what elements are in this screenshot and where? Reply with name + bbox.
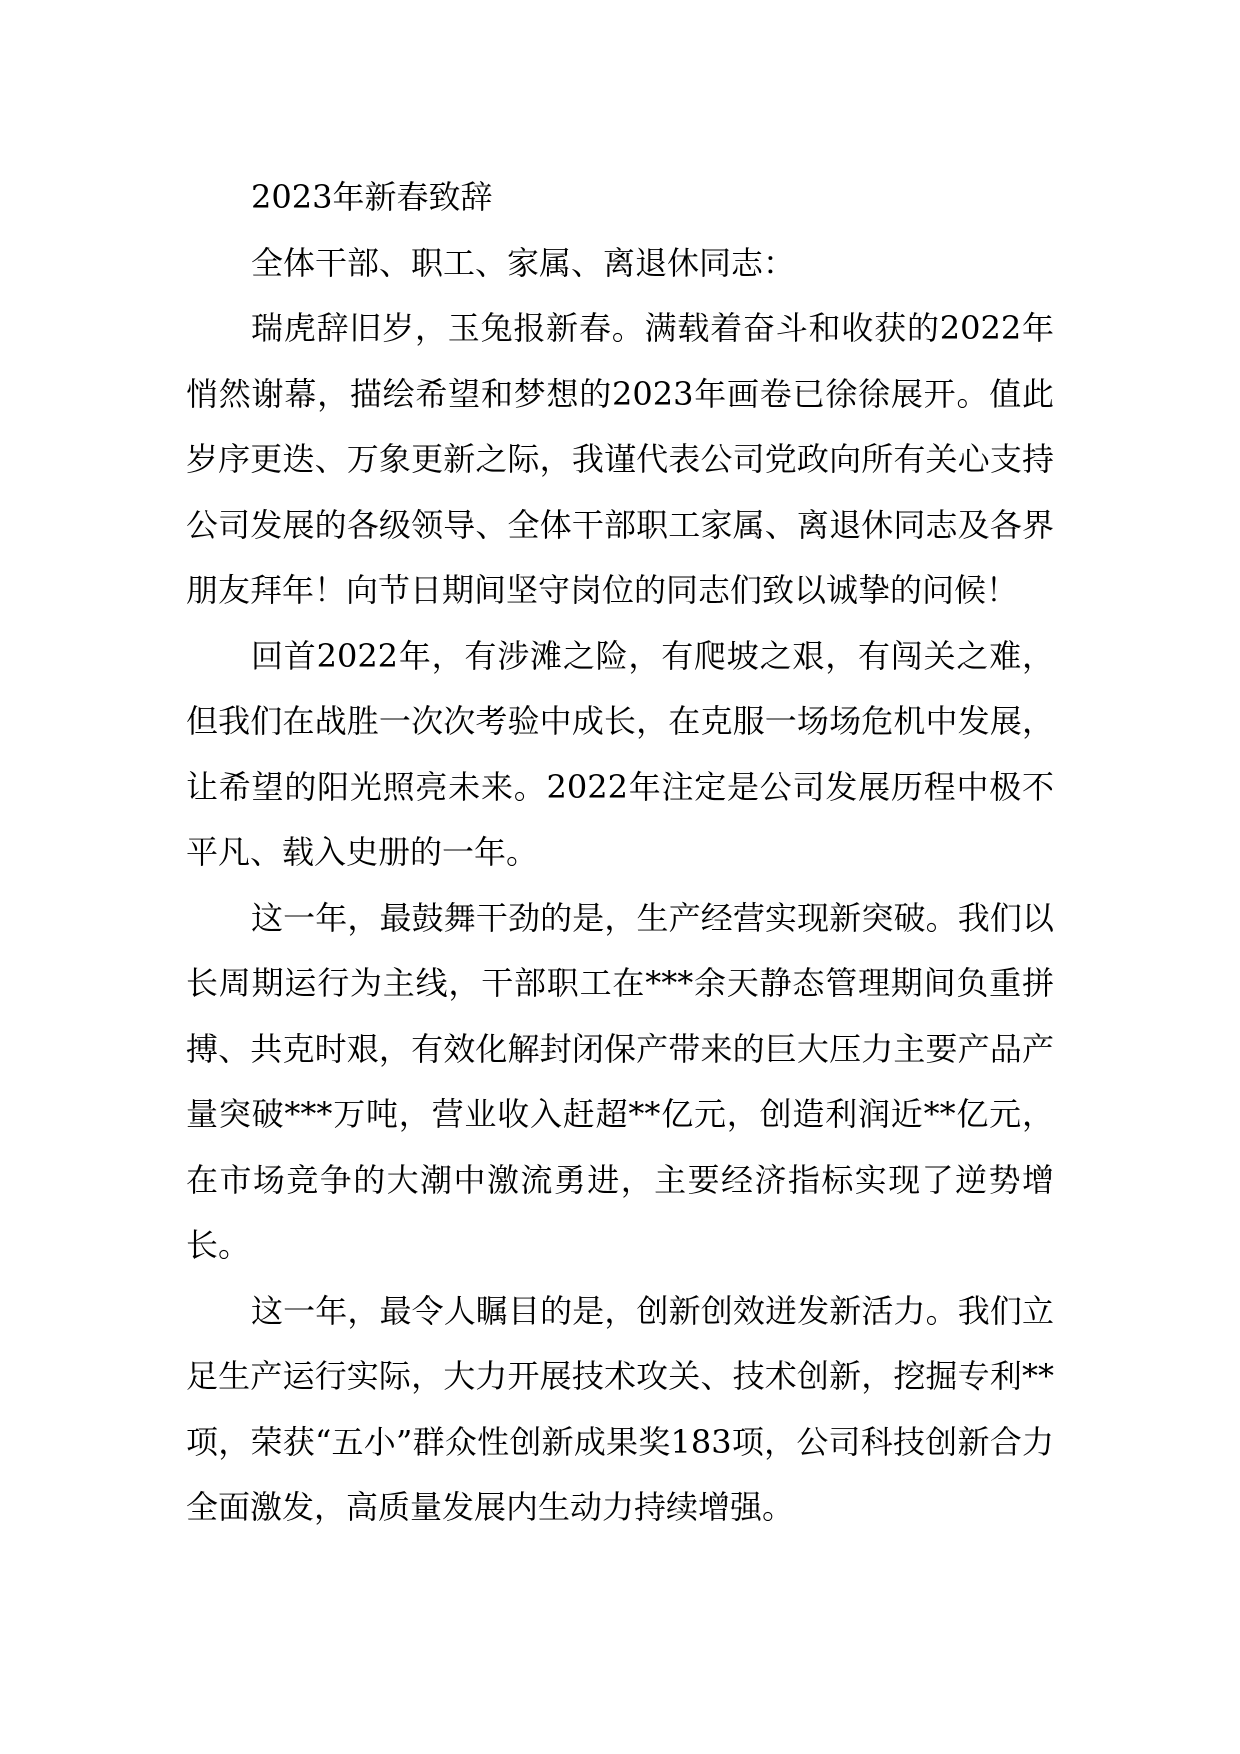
paragraph-1: 瑞虎辞旧岁，玉兔报新春。满载着奋斗和收获的2022年悄然谢幕，描绘希望和梦想的2023年画卷已徐徐展开。值此岁序更迭、万象更新之际，我谨代表公司党政向所有关心支持公司发展的各级领导、全体干部职工家属、离退休同志及各界朋友拜年！向节日期间坚守岗位的同志们致以诚挚的问候！ <box>186 309 1054 609</box>
document-body <box>186 165 1054 1541</box>
salutation: 全体干部、职工、家属、离退休同志： <box>251 243 796 282</box>
document-title: 2023年新春致辞 <box>251 178 493 216</box>
paragraph-3: 这一年，最鼓舞干劲的是，生产经营实现新突破。我们以长周期运行为主线，干部职工在***余天静态管理期间负重拼搏、共克时艰，有效化解封闭保产带来的巨大压力主要产品产量突破***万吨，营业收入赶超**亿元，创造利润近**亿元，在市场竞争的大潮中激流勇进，主要经济指标实现了逆势增长。 <box>186 898 1054 1264</box>
paragraph-2: 回首2022年，有涉滩之险，有爬坡之艰，有闯关之难，但我们在战胜一次次考验中成长，在克服一场场危机中发展，让希望的阳光照亮未来。2022年注定是公司发展历程中极不平凡、载入史册的一年。 <box>186 636 1054 871</box>
paragraph-4: 这一年，最令人瞩目的是，创新创效迸发新活力。我们立足生产运行实际，大力开展技术攻关、技术创新，挖掘专利**项，荣获“五小”群众性创新成果奖183项，公司科技创新合力全面激发，高质量发展内生动力持续增强。 <box>186 1291 1054 1526</box>
